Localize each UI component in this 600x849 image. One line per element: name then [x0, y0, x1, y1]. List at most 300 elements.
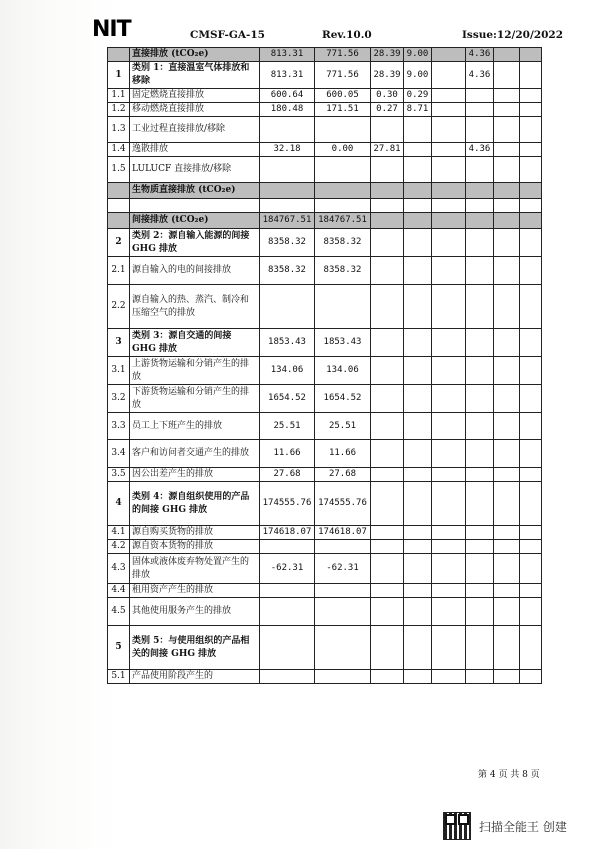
value-cell: [432, 89, 466, 103]
value-cell: [466, 357, 494, 385]
row-title: 固定燃烧直接排放: [130, 89, 260, 103]
table-row: [108, 526, 542, 540]
table-row: [108, 670, 542, 684]
value-cell: [432, 584, 466, 598]
value-cell: [404, 385, 432, 413]
value-cell: [466, 468, 494, 482]
value-cell: 174555.76: [315, 482, 371, 526]
table-row: [108, 48, 542, 62]
value-cell: [494, 285, 520, 329]
value-cell: [371, 213, 404, 229]
value-cell: [466, 584, 494, 598]
row-number: 3.4: [108, 440, 130, 468]
value-cell: 0.29: [404, 89, 432, 103]
value-cell: [494, 199, 520, 213]
value-cell: [371, 117, 404, 143]
row-number: 2.1: [108, 257, 130, 285]
value-cell: -62.31: [315, 554, 371, 584]
table-row: [108, 329, 542, 357]
value-cell: 1654.52: [315, 385, 371, 413]
value-cell: 11.66: [315, 440, 371, 468]
row-number: 1.3: [108, 117, 130, 143]
row-number: 1: [108, 62, 130, 89]
document-revision: Rev.10.0: [322, 29, 372, 41]
value-cell: [432, 229, 466, 257]
value-cell: [466, 257, 494, 285]
table-row: [108, 229, 542, 257]
row-title: 工业过程直接排放/移除: [130, 117, 260, 143]
value-cell: [466, 329, 494, 357]
value-cell: [404, 584, 432, 598]
value-cell: [466, 554, 494, 584]
table-row: [108, 440, 542, 468]
value-cell: [494, 157, 520, 183]
row-number: 2.2: [108, 285, 130, 329]
value-cell: [520, 468, 542, 482]
value-cell: 25.51: [260, 413, 315, 440]
value-cell: [520, 329, 542, 357]
row-title: 源自资本货物的排放: [130, 540, 260, 554]
row-number: 4.4: [108, 584, 130, 598]
table-row: [108, 626, 542, 670]
company-logo: NIT: [92, 17, 131, 42]
value-cell: [520, 554, 542, 584]
qr-code-icon: [443, 812, 471, 840]
row-title: 上游货物运输和分销产生的排放: [130, 357, 260, 385]
value-cell: [494, 413, 520, 440]
row-title: 类别 4：源自组织使用的产品的间接 GHG 排放: [130, 482, 260, 526]
value-cell: 134.06: [260, 357, 315, 385]
value-cell: [404, 554, 432, 584]
value-cell: [404, 540, 432, 554]
row-title: 因公出差产生的排放: [130, 468, 260, 482]
value-cell: [432, 670, 466, 684]
value-cell: [371, 229, 404, 257]
value-cell: 9.00: [404, 62, 432, 89]
value-cell: [520, 229, 542, 257]
value-cell: [432, 329, 466, 357]
page-number: 第 4 页 共 8 页: [478, 770, 540, 780]
value-cell: [494, 482, 520, 526]
value-cell: [260, 285, 315, 329]
value-cell: [432, 554, 466, 584]
value-cell: [432, 413, 466, 440]
value-cell: [371, 526, 404, 540]
row-title: 移动燃烧直接排放: [130, 103, 260, 117]
value-cell: [371, 357, 404, 385]
value-cell: [404, 526, 432, 540]
value-cell: [404, 626, 432, 670]
row-number: 2: [108, 229, 130, 257]
value-cell: [404, 157, 432, 183]
value-cell: [520, 117, 542, 143]
value-cell: [520, 48, 542, 62]
scanner-watermark: [443, 812, 567, 840]
value-cell: [404, 257, 432, 285]
value-cell: [404, 199, 432, 213]
row-title: LULUCF 直接排放/移除: [130, 157, 260, 183]
value-cell: [371, 385, 404, 413]
value-cell: [494, 584, 520, 598]
row-number: 3: [108, 329, 130, 357]
row-title: 租用资产产生的排放: [130, 584, 260, 598]
watermark-text: 扫描全能王 创建: [479, 819, 567, 834]
row-title: 类别 1：直接温室气体排放和移除: [130, 62, 260, 89]
value-cell: [520, 540, 542, 554]
value-cell: [466, 526, 494, 540]
value-cell: [520, 285, 542, 329]
row-title: 客户和访问者交通产生的排放: [130, 440, 260, 468]
value-cell: 771.56: [315, 48, 371, 62]
value-cell: [494, 257, 520, 285]
table-row: [108, 157, 542, 183]
value-cell: 4.36: [466, 62, 494, 89]
value-cell: [466, 89, 494, 103]
value-cell: [494, 540, 520, 554]
row-title: 其他使用服务产生的排放: [130, 598, 260, 626]
value-cell: [520, 357, 542, 385]
value-cell: [466, 482, 494, 526]
value-cell: [466, 183, 494, 199]
value-cell: [432, 357, 466, 385]
value-cell: 8358.32: [260, 229, 315, 257]
value-cell: [494, 229, 520, 257]
row-number: [108, 183, 130, 199]
value-cell: [404, 413, 432, 440]
value-cell: [432, 213, 466, 229]
value-cell: 4.36: [466, 48, 494, 62]
value-cell: [404, 482, 432, 526]
table-row: [108, 183, 542, 199]
value-cell: [315, 199, 371, 213]
value-cell: [520, 89, 542, 103]
value-cell: [371, 257, 404, 285]
value-cell: 813.31: [260, 62, 315, 89]
value-cell: [432, 143, 466, 157]
row-title: 源自输入的电的间接排放: [130, 257, 260, 285]
value-cell: 8.71: [404, 103, 432, 117]
row-title: 固体或液体废弃物处置产生的排放: [130, 554, 260, 584]
table-row: [108, 540, 542, 554]
value-cell: 0.30: [371, 89, 404, 103]
value-cell: [494, 598, 520, 626]
value-cell: [315, 670, 371, 684]
document-code: CMSF-GA-15: [190, 29, 265, 41]
table-row: [108, 482, 542, 526]
value-cell: 0.27: [371, 103, 404, 117]
row-number: 4: [108, 482, 130, 526]
value-cell: [432, 199, 466, 213]
value-cell: 174618.07: [315, 526, 371, 540]
row-title: 直接排放 (tCO₂e): [130, 48, 260, 62]
value-cell: [520, 143, 542, 157]
value-cell: [494, 183, 520, 199]
value-cell: [466, 229, 494, 257]
row-title: 员工上下班产生的排放: [130, 413, 260, 440]
row-number: 3.1: [108, 357, 130, 385]
value-cell: [520, 598, 542, 626]
value-cell: [432, 103, 466, 117]
value-cell: [260, 670, 315, 684]
value-cell: [432, 626, 466, 670]
row-title: 源自输入的热、蒸汽、制冷和压缩空气的排放: [130, 285, 260, 329]
value-cell: [371, 468, 404, 482]
row-number: 4.2: [108, 540, 130, 554]
value-cell: [260, 199, 315, 213]
table-row: [108, 385, 542, 413]
table-row: [108, 143, 542, 157]
value-cell: [466, 103, 494, 117]
value-cell: [494, 554, 520, 584]
table-row: [108, 199, 542, 213]
value-cell: [404, 670, 432, 684]
value-cell: [466, 157, 494, 183]
value-cell: [520, 213, 542, 229]
value-cell: [404, 357, 432, 385]
value-cell: [466, 626, 494, 670]
table-row: [108, 62, 542, 89]
value-cell: [432, 385, 466, 413]
row-number: 1.4: [108, 143, 130, 157]
row-title: 类别 5：与使用组织的产品相关的间接 GHG 排放: [130, 626, 260, 670]
value-cell: [371, 670, 404, 684]
value-cell: [494, 626, 520, 670]
value-cell: [371, 584, 404, 598]
value-cell: [466, 413, 494, 440]
value-cell: [404, 183, 432, 199]
row-number: 1.5: [108, 157, 130, 183]
value-cell: [520, 584, 542, 598]
row-number: 5: [108, 626, 130, 670]
row-title: 类别 3：源自交通的间接 GHG 排放: [130, 329, 260, 357]
value-cell: [315, 285, 371, 329]
value-cell: [494, 103, 520, 117]
value-cell: [371, 482, 404, 526]
emissions-table: [107, 47, 542, 684]
value-cell: [371, 626, 404, 670]
value-cell: [494, 357, 520, 385]
row-number: 1.1: [108, 89, 130, 103]
value-cell: 184767.51: [260, 213, 315, 229]
row-title: 生物质直接排放 (tCO₂e): [130, 183, 260, 199]
row-number: 3.5: [108, 468, 130, 482]
value-cell: [260, 584, 315, 598]
row-number: 4.5: [108, 598, 130, 626]
value-cell: [432, 117, 466, 143]
row-number: 3.2: [108, 385, 130, 413]
row-number: 1.2: [108, 103, 130, 117]
value-cell: [432, 62, 466, 89]
value-cell: [520, 257, 542, 285]
table-row: [108, 598, 542, 626]
row-number: 5.1: [108, 670, 130, 684]
value-cell: -62.31: [260, 554, 315, 584]
table-row: [108, 584, 542, 598]
value-cell: [466, 199, 494, 213]
value-cell: [520, 183, 542, 199]
value-cell: [466, 440, 494, 468]
value-cell: [404, 285, 432, 329]
value-cell: [371, 183, 404, 199]
value-cell: [520, 626, 542, 670]
value-cell: [520, 482, 542, 526]
value-cell: [315, 117, 371, 143]
value-cell: 600.64: [260, 89, 315, 103]
row-title: 下游货物运输和分销产生的排放: [130, 385, 260, 413]
value-cell: [432, 482, 466, 526]
value-cell: [371, 440, 404, 468]
value-cell: [315, 626, 371, 670]
value-cell: 8358.32: [260, 257, 315, 285]
row-title: [130, 199, 260, 213]
value-cell: [494, 89, 520, 103]
value-cell: [520, 385, 542, 413]
value-cell: [520, 670, 542, 684]
value-cell: [315, 183, 371, 199]
table-row: [108, 413, 542, 440]
value-cell: [404, 440, 432, 468]
value-cell: [520, 199, 542, 213]
value-cell: [466, 285, 494, 329]
value-cell: [494, 670, 520, 684]
value-cell: [404, 229, 432, 257]
table-row: [108, 468, 542, 482]
value-cell: [315, 598, 371, 626]
value-cell: [404, 117, 432, 143]
value-cell: [260, 183, 315, 199]
value-cell: [494, 526, 520, 540]
row-title: 逸散排放: [130, 143, 260, 157]
row-title: 类别 2：源自输入能源的间接 GHG 排放: [130, 229, 260, 257]
value-cell: 184767.51: [315, 213, 371, 229]
value-cell: [494, 213, 520, 229]
value-cell: 134.06: [315, 357, 371, 385]
value-cell: [315, 157, 371, 183]
value-cell: 1853.43: [315, 329, 371, 357]
table-row: [108, 89, 542, 103]
value-cell: [494, 329, 520, 357]
row-number: 4.3: [108, 554, 130, 584]
value-cell: 27.68: [315, 468, 371, 482]
value-cell: [371, 285, 404, 329]
value-cell: [494, 440, 520, 468]
value-cell: 174618.07: [260, 526, 315, 540]
value-cell: 600.05: [315, 89, 371, 103]
value-cell: 813.31: [260, 48, 315, 62]
value-cell: 8358.32: [315, 229, 371, 257]
value-cell: [371, 157, 404, 183]
row-number: 4.1: [108, 526, 130, 540]
value-cell: [520, 103, 542, 117]
value-cell: [494, 48, 520, 62]
row-number: 3.3: [108, 413, 130, 440]
table-row: [108, 257, 542, 285]
value-cell: [260, 117, 315, 143]
value-cell: [432, 48, 466, 62]
value-cell: [260, 157, 315, 183]
row-number: [108, 48, 130, 62]
document-issue-date: Issue:12/20/2022: [462, 29, 564, 41]
value-cell: [260, 598, 315, 626]
value-cell: [404, 598, 432, 626]
table-row: [108, 117, 542, 143]
value-cell: [466, 598, 494, 626]
value-cell: 1654.52: [260, 385, 315, 413]
value-cell: [371, 540, 404, 554]
value-cell: 4.36: [466, 143, 494, 157]
table-row: [108, 103, 542, 117]
value-cell: [432, 157, 466, 183]
row-title: 产品使用阶段产生的: [130, 670, 260, 684]
value-cell: 28.39: [371, 48, 404, 62]
value-cell: [466, 385, 494, 413]
row-title: 间接排放 (tCO₂e): [130, 213, 260, 229]
value-cell: [260, 626, 315, 670]
value-cell: [432, 468, 466, 482]
value-cell: [520, 62, 542, 89]
value-cell: [494, 385, 520, 413]
row-title: 源自购买货物的排放: [130, 526, 260, 540]
value-cell: 771.56: [315, 62, 371, 89]
row-number: [108, 199, 130, 213]
value-cell: [371, 598, 404, 626]
row-number: [108, 213, 130, 229]
value-cell: [371, 329, 404, 357]
table-row: [108, 213, 542, 229]
value-cell: [520, 526, 542, 540]
table-row: [108, 285, 542, 329]
value-cell: 11.66: [260, 440, 315, 468]
value-cell: [466, 117, 494, 143]
value-cell: [260, 540, 315, 554]
value-cell: [371, 554, 404, 584]
value-cell: [432, 257, 466, 285]
value-cell: [432, 540, 466, 554]
value-cell: [371, 199, 404, 213]
value-cell: [466, 540, 494, 554]
value-cell: [520, 157, 542, 183]
value-cell: 27.68: [260, 468, 315, 482]
value-cell: [432, 440, 466, 468]
value-cell: [404, 468, 432, 482]
value-cell: [432, 183, 466, 199]
value-cell: [494, 468, 520, 482]
value-cell: [432, 526, 466, 540]
value-cell: [520, 440, 542, 468]
value-cell: [404, 213, 432, 229]
value-cell: 27.81: [371, 143, 404, 157]
value-cell: [494, 62, 520, 89]
value-cell: [404, 143, 432, 157]
value-cell: 1853.43: [260, 329, 315, 357]
value-cell: 8358.32: [315, 257, 371, 285]
value-cell: [520, 413, 542, 440]
value-cell: [371, 413, 404, 440]
value-cell: [466, 213, 494, 229]
value-cell: [315, 584, 371, 598]
value-cell: [494, 143, 520, 157]
value-cell: 32.18: [260, 143, 315, 157]
value-cell: [315, 540, 371, 554]
table-row: [108, 357, 542, 385]
table-row: [108, 554, 542, 584]
value-cell: [404, 329, 432, 357]
value-cell: 171.51: [315, 103, 371, 117]
value-cell: [432, 598, 466, 626]
value-cell: 180.48: [260, 103, 315, 117]
value-cell: 28.39: [371, 62, 404, 89]
value-cell: [432, 285, 466, 329]
